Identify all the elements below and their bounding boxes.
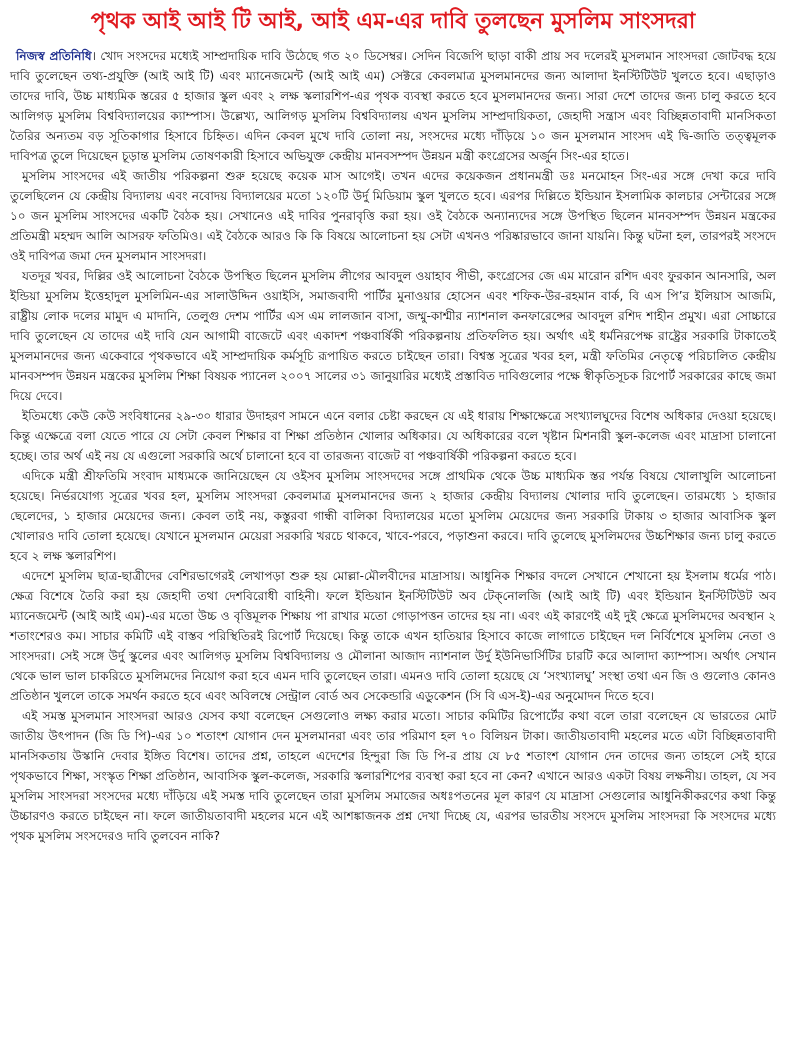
- article-paragraph-2: মুসলিম সাংসদের এই জাতীয় পরিকল্পনা শুরু হয়েছে কয়েক মাস আগেই। তখন এদের কয়েকজন প্রধানমন্ত্রী ডঃ মনমোহন সিং-এর সঙ্গে দেখা করে দাবি তুলেছিলেন যে কেন্দ্রীয় বিদ্যালয় এবং নবোদয় বিদ্যালয়ের মতো ১২০টি উর্দু মিডিয়াম স্কুল খুলতে হবে। এরপর দিল্লিতে ইন্ডিয়ান ইসলামিক কালচার সেন্টারের সঙ্গে ১০ জন মুসলিম সাংসদের একটি বৈঠক হয়। সেখানেও এই দাবির পুনরাবৃত্তি করা হয়। ওই বৈঠকে অন্যান্যদের সঙ্গে উপস্থিত ছিলেন মানবসম্পদ উন্নয়ন মন্ত্রকের প্রতিমন্ত্রী মহম্মদ আলি আসরফ ফতিমিও। এই বৈঠকে আরও কি কি বিষয়ে আলোচনা হয় সেটা এখনও পরিষ্কারভাবে জানা যায়নি। কিন্তু ঘটনা হল, তারপরই সংসদে ওই দাবিপত্র জমা দেন মুসলমান সাংসদরা।: [10, 169, 776, 263]
- article-paragraph-5: এদিকে মন্ত্রী শ্রীফতিমি সংবাদ মাধ্যমকে জানিয়েছেন যে ওইসব মুসলিম সাংসদদের সঙ্গে প্রাথমিক থেকে উচ্চ মাধ্যমিক স্তর পর্যন্ত বিষয়ে খোলাখুলি আলোচনা হয়েছে। নির্ভরযোগ্য সূত্রের খবর হল, মুসলিম সাংসদরা কেবলমাত্র মুসলমানদের জন্য ২ হাজার কেন্দ্রীয় বিদ্যালয় খোলার দাবি তুলেছেন। তারমধ্যে ১ হাজার ছেলেদের, ১ হাজার মেয়েদের জন্য। কেবল তাই নয়, কস্তুরবা গান্ধী বালিকা বিদ্যালয়ের মতো মুসলিম মেয়েদের জন্য সরকারি টাকায় ৩ হাজার আবাসিক স্কুল খোলারও দাবি তোলা হয়েছে। যেখানে মুসলমান মেয়েরা সরকারি খরচে থাকবে, খাবে-পরবে, পড়াশুনা করবে। দাবি তুলেছে মুসলিমদের উচ্চশিক্ষার জন্য চালু করতে হবে ২ লক্ষ স্কলারশিপ।: [10, 469, 776, 563]
- byline: নিজস্ব প্রতিনিধি: [16, 49, 92, 63]
- article-body: [10, 46, 776, 846]
- article-paragraph-3: যতদূর খবর, দিল্লির ওই আলোচনা বৈঠকে উপস্থিত ছিলেন মুসলিম লীগের আবদুল ওয়াহাব পীভী, কংগ্রেসের জে এম মারোন রশিদ এবং ফুরকান আনসারি, অল ইন্ডিয়া মুসলিম ইত্তেহাদুল মুসলিমিন-এর সালাউদ্দিন ওয়াইসি, সমাজবাদী পার্টির মুনাওয়ার হোসেন এবং শফিক-উর-রহমান বার্ক, বি এস পি’র ইলিয়াস আজমি, রাষ্ট্রীয় লোক দলের মামুদ এ মাদানি, তেলুগু দেশম পার্টির এস এম লালজান বাসা, জম্মু-কাশ্মীর ন্যাশনাল কনফারেন্সের আবদুল রশিদ শাহীন প্রমুখ। এরা সোচ্চারে দাবি তুলেছেন যে তাদের এই দাবি যেন আগামী বাজেটে এবং একাদশ পঞ্চবার্ষিকী পরিকল্পনায় প্রতিফলিত হয়। অর্থাৎ এই ধর্মনিরপেক্ষ রাষ্ট্রের সরকারি টাকাতেই মুসলমানদের জন্য একেবারে পৃথকভাবে এই সাম্প্রদায়িক কর্মসূচি রূপায়িত করতে চাইছেন তারা। বিশ্বস্ত সূত্রের খবর হল, মন্ত্রী ফতিমির নেতৃত্বে পরিচালিত কেন্দ্রীয় মানবসম্পদ উন্নয়ন মন্ত্রকের মুসলিম শিক্ষা বিষয়ক প্যানেল ২০০৭ সালের ৩১ জানুয়ারির মধ্যেই প্রস্তাবিত দাবিগুলোর পক্ষে স্বীকৃতিসূচক রিপোর্ট সরকারের কাছে জমা দিয়ে দেবে।: [10, 269, 776, 403]
- article-paragraph-6: এদেশে মুসলিম ছাত্র-ছাত্রীদের বেশিরভাগেরই লেখাপড়া শুরু হয় মোল্লা-মৌলবীদের মাদ্রাসায়। আধুনিক শিক্ষার বদলে সেখানে শেখানো হয় ইসলাম ধর্মের পাঠ। ক্ষেত্র বিশেষে তৈরি করা হয় জেহাদী তথা দেশবিরোধী বাহিনী। ফলে ইন্ডিয়ান ইনস্টিটিউট অব টেক্‌নোলজি (আই আই টি) এবং ইন্ডিয়ান ইনস্টিটিউট অব ম্যানেজমেন্ট (আই আই এম)-এর মতো উচ্চ ও বৃত্তিমূলক শিক্ষায় পা রাখার মতো গোড়াপত্তন তাদের হয় না। এবং এই কারণেই এই দুই ক্ষেত্রে মুসলিমদের অবস্থান ২ শতাংশেরও কম। সাচার কমিটি এই বাস্তব পরিস্থিতিরই রিপোর্ট দিয়েছে। কিন্তু তাকে এখন হাতিয়ার হিসাবে কাজে লাগাতে চাইছেন দল নির্বিশেষে মুসলিম নেতা ও সাংসদরা। সেই সঙ্গে উর্দু স্কুলের এবং আলিগড় মুসলিম বিশ্ববিদ্যালয় ও মৌলানা আজাদ ন্যাশনাল উর্দু ইউনিভার্সিটির চারটি করে আলাদা ক্যাম্পাস। অর্থাৎ সেখান থেকে ভাল ভাল চাকরিতে মুসলিমদের নিয়োগ করা হবে এমন দাবি তুলেছেন তারা। এমনও দাবি তোলা হয়েছে যে ‘সংখ্যালঘু’ সংস্থা তথা এন জি ও গুলোও কোনও প্রতিষ্ঠান খুললে তাকে সমর্থন করতে হবে এবং অবিলম্বে সেন্ট্রাল বোর্ড অব সেকেন্ডারি এডুকেশন (সি বি এস-ই)-এর অনুমোদন দিতে হবে।: [10, 569, 776, 703]
- article-headline: পৃথক আই আই টি আই, আই এম-এর দাবি তুলছেন মুসলিম সাংসদরা: [90, 9, 696, 34]
- article-paragraph-7: এই সমস্ত মুসলমান সাংসদরা আরও যেসব কথা বলেছেন সেগুলোও লক্ষ্য করার মতো। সাচার কমিটির রিপোর্টের কথা বলে তারা বলেছেন যে ভারতের মোট জাতীয় উৎপাদন (জি ডি পি)-এর ১০ শতাংশ যোগান দেন মুসলমানরা এবং তার পরিমাণ হল ৭০ বিলিয়ন টাকা। জাতীয়তাবাদী মহলের মতে এটা বিচ্ছিন্নতাবাদী মানসিকতায় উস্কানি দেবার ইঙ্গিত বিশেষ। তাদের প্রশ্ন, তাহলে এদেশের হিন্দুরা জি ডি পি-র প্রায় যে ৮৫ শতাংশ যোগান দেন তাদের জন্য তাহলে সেই হারে পৃথকভাবে শিক্ষা, সংস্কৃত শিক্ষা প্রতিষ্ঠান, আবাসিক স্কুল-কলেজ, সরকারি স্কলারশিপের ব্যবস্থা করা হবে না কেন? এখানে আরও একটা বিষয় লক্ষনীয়। তাহল, যে সব মুসলিম সাংসদরা সংসদের মধ্যে দাঁড়িয়ে এই সমস্ত দাবি তুলেছেন তারা মুসলিম সমাজের অধঃপতনের মূল কারণ যে মাদ্রাসা সেগুলোর আধুনিকীকরণের কথা কিন্তু উচ্চারণও করতে চাইছেন না। ফলে জাতীয়তাবাদী মহলের মনে এই আশঙ্কাজনক প্রশ্ন দেখা দিচ্ছে যে, এরপর ভারতীয় সংসদে মুসলিম সাংসদরা কি সংসদের মধ্যে পৃথক মুসলিম সংসদেরও দাবি তুলবেন নাকি?: [10, 709, 776, 843]
- paragraph-text: । খোদ সংসদের মধ্যেই সাম্প্রদায়িক দাবি উঠেছে গত ২০ ডিসেম্বর। সেদিন বিজেপি ছাড়া বাকী প্রায় সব দলেরই মুসলমান সাংসদরা জোটবদ্ধ হয়ে দাবি তুলেছেন তথ্য-প্রযুক্তি (আই আই টি) এবং ম্যানেজমেন্ট (আই আই এম) সেক্টরে কেবলমাত্র মুসলমানদের জন্য আলাদা ইনস্টিটিউট খুলতে হবে। এছাড়াও তাদের দাবি, উচ্চ মাধ্যমিক স্তরের ৫ হাজার স্কুল এবং ২ লক্ষ স্কলারশিপ-এর পৃথক ব্যবস্থা করতে হবে মুসলমানদের জন্য। সারা দেশে তাদের জন্য চালু করতে হবে আলিগড় মুসলিম বিশ্ববিদ্যালয়ের ক্যাম্পাস। উল্লেখ্য, আলিগড় মুসলিম বিশ্ববিদ্যালয় এখন মুসলিম সাম্প্রদায়িকতা, জেহাদী সন্ত্রাস এবং বিচ্ছিন্নতাবাদী মানসিকতা তৈরির অন্যতম বড় সূতিকাগার হিসাবে চিহ্নিত। এদিন কেবল মুখে দাবি তোলা নয়, সংসদের মধ্যে দাঁড়িয়ে ১০ জন মুসলমান সাংসদ এই দ্বি-জাতি তত্ত্বমূলক দাবিপত্র তুলে দিয়েছেন চূড়ান্ত মুসলিম তোষণকারী হিসাবে অভিযুক্ত কেন্দ্রীয় মানবসম্পদ উন্নয়ন মন্ত্রী কংগ্রেসের অর্জুন সিং-এর হাতে।: [10, 49, 776, 163]
- article-paragraph-1: [10, 46, 776, 166]
- article-paragraph-4: ইতিমধ্যে কেউ কেউ সংবিধানের ২৯-৩০ ধারার উদাহরণ সামনে এনে বলার চেষ্টা করছেন যে এই ধারায় শিক্ষাক্ষেত্রে সংখ্যালঘুদের বিশেষ অধিকার দেওয়া হয়েছে। কিন্তু এক্ষেত্রে বলা যেতে পারে যে সেটা কেবল শিক্ষার বা শিক্ষা প্রতিষ্ঠান খোলার অধিকার। যে অধিকারের বলে খৃষ্টান মিশনারী স্কুল-কলেজ এবং মাদ্রাসা চালানো হচ্ছে। তার অর্থ এই নয় যে এগুলো সরকারি অর্থে চালানো হবে বা তারজন্য বাজেট বা পঞ্চবার্ষিকী পরিকল্পনা করতে হবে।: [10, 409, 776, 463]
